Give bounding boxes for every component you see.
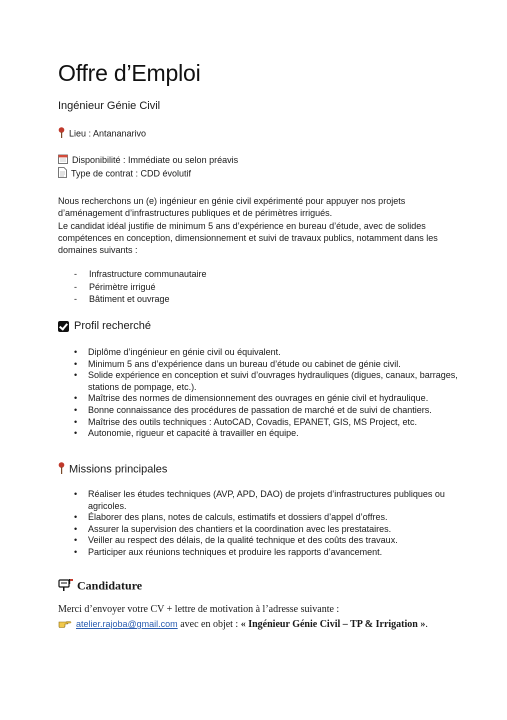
list-item: • Autonomie, rigueur et capacité à travailler en équipe. — [74, 428, 474, 440]
mailbox-icon — [58, 578, 73, 595]
pushpin-icon — [58, 127, 65, 141]
subject-prefix: avec en objet : — [177, 618, 241, 630]
job-title: Ingénieur Génie Civil — [58, 100, 161, 112]
pushpin-icon — [58, 462, 65, 477]
check-box-icon — [58, 321, 69, 332]
pointing-hand-icon — [58, 618, 72, 631]
list-item: - Bâtiment et ouvrage — [74, 294, 170, 305]
missions-heading: Missions principales — [58, 462, 167, 477]
intro-paragraph-1: Nous recherchons un (e) ingénieur en génie civil expérimenté pour appuyer nos projets d’aménagement d’infrastructures publiques et de périmètres irrigués. — [58, 196, 406, 219]
domains-list — [74, 268, 207, 306]
list-item: • Veiller au respect des délais, de la qualité technique et des coûts des travaux. — [74, 535, 474, 547]
intro-paragraph-2: Le candidat idéal justifie de minimum 5 ans d’expérience en bureau d’étude, avec de solides compétences en conception, dimensionnement et suivi de travaux publics, notamment dans les domaines suivants : — [58, 221, 438, 256]
list-item: • Solide expérience en conception et suivi d’ouvrages hydrauliques (digues, canaux, barrages, stations de pompage, etc.). — [74, 370, 474, 393]
candidature-email-line — [58, 618, 428, 631]
list-item: • Bonne connaissance des procédures de passation de marché et de suivi de chantiers. — [74, 405, 474, 417]
candidature-text: Merci d’envoyer votre CV + lettre de motivation à l’adresse suivante : — [58, 604, 340, 615]
list-item: - Infrastructure communautaire — [74, 269, 207, 279]
email-link[interactable]: atelier.rajoba@gmail.com — [76, 618, 178, 629]
list-item: • Minimum 5 ans d’expérience dans un bureau d’étude ou cabinet de génie civil. — [74, 359, 474, 371]
list-item: • Assurer la supervision des chantiers et la coordination avec les prestataires. — [74, 524, 474, 536]
contract-text: Type de contrat : CDD évolutif — [71, 168, 192, 179]
contract-line — [58, 167, 191, 181]
list-item: • Maîtrise des outils techniques : AutoCAD, Covadis, EPANET, GIS, MS Project, etc. — [74, 417, 474, 429]
document-icon — [58, 167, 67, 181]
availability-text: Disponibilité : Immédiate ou selon préavis — [72, 155, 239, 165]
list-item: • Participer aux réunions techniques et produire les rapports d’avancement. — [74, 547, 474, 559]
list-item: • Diplôme d’ingénieur en génie civil ou équivalent. — [74, 347, 474, 359]
missions-list — [74, 489, 474, 559]
list-item: • Réaliser les études techniques (AVP, APD, DAO) de projets d’infrastructures publiques ou agricoles. — [74, 489, 474, 512]
location-line — [58, 127, 146, 141]
profile-heading: Profil recherché — [58, 320, 151, 332]
location-text: Lieu : Antananarivo — [69, 128, 147, 139]
calendar-icon — [58, 154, 68, 167]
list-item: • Maîtrise des normes de dimensionnement des ouvrages en génie civil et hydraulique. — [74, 393, 474, 405]
subject-suffix: . — [425, 618, 428, 630]
profile-list — [74, 347, 474, 440]
email-subject: « Ingénieur Génie Civil – TP & Irrigation » — [240, 618, 426, 630]
availability-line — [58, 154, 238, 167]
candidature-heading: Candidature — [58, 578, 142, 595]
list-item: • Élaborer des plans, notes de calculs, estimatifs et dossiers d’appel d’offres. — [74, 512, 474, 524]
list-item: - Périmètre irrigué — [74, 281, 156, 292]
page-title: Offre d’Emploi — [58, 60, 201, 86]
